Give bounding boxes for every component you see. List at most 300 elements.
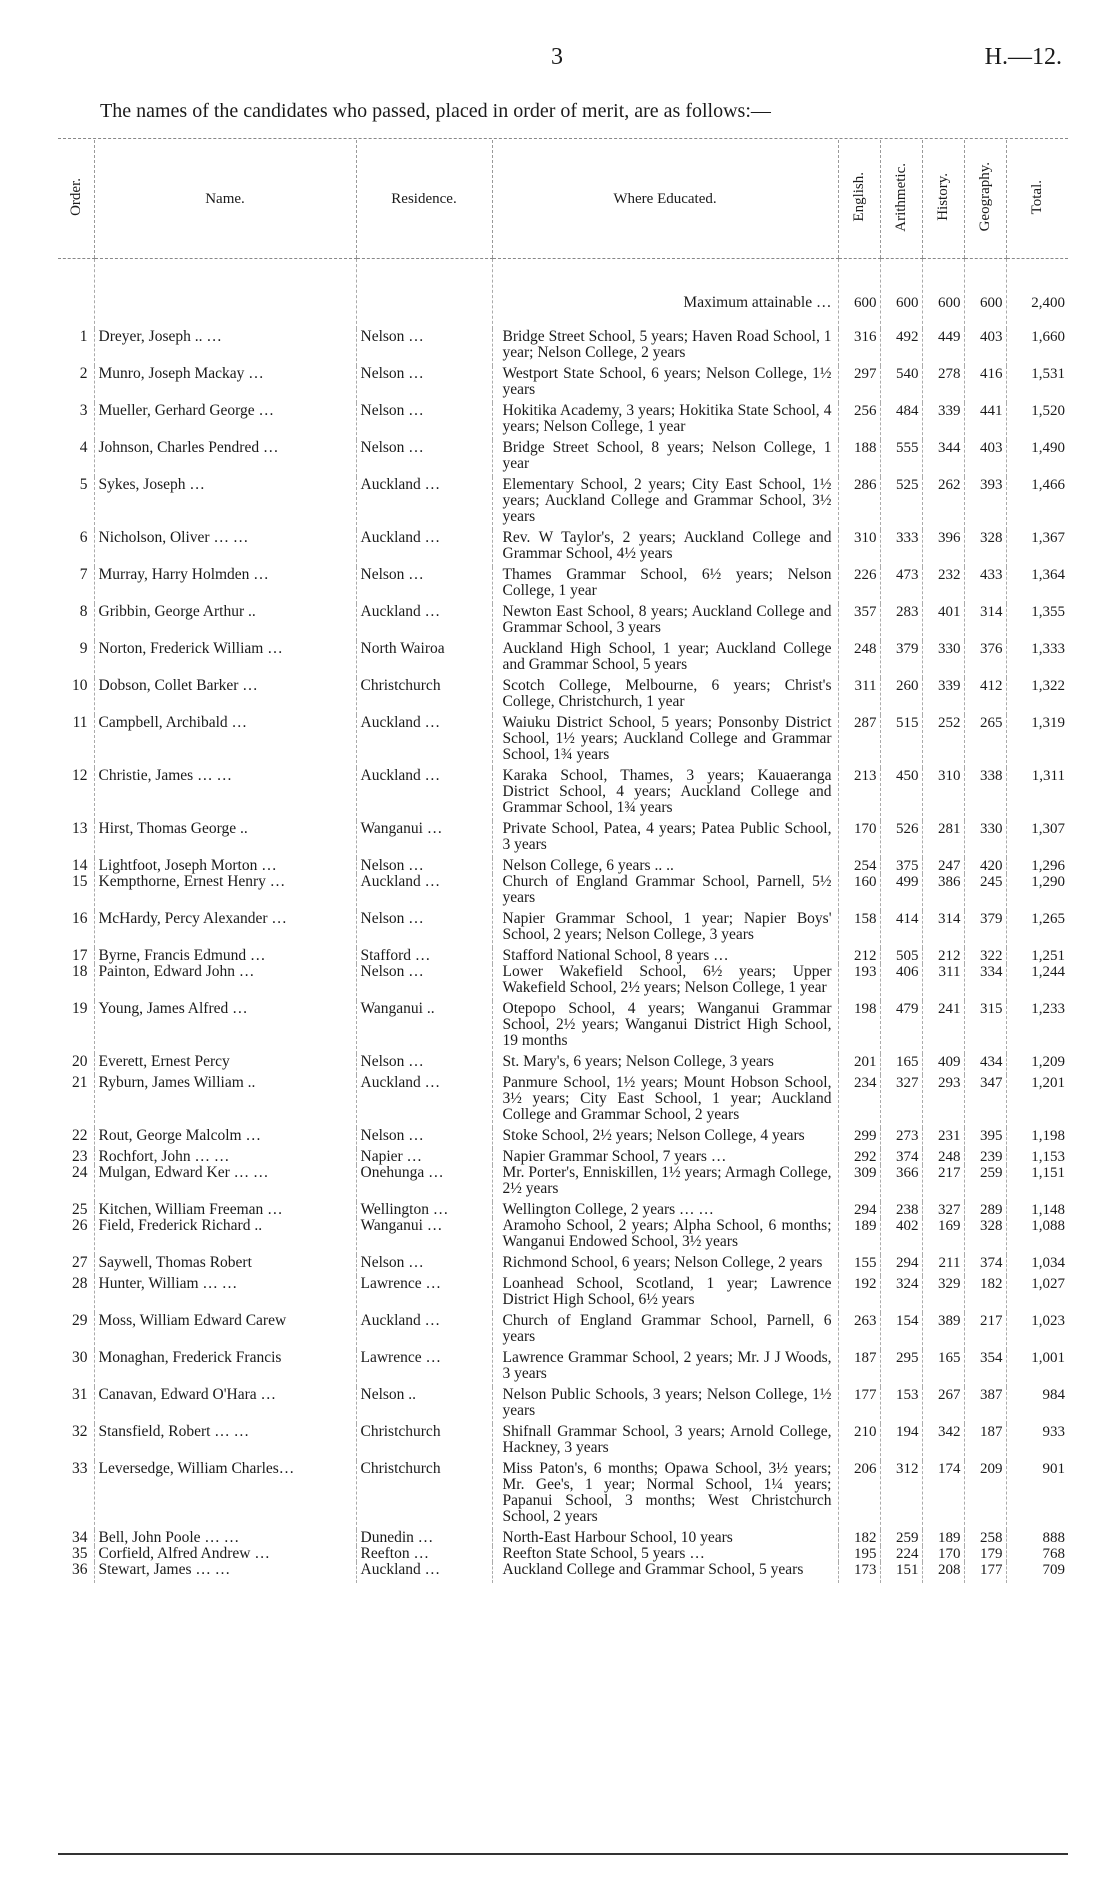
cell-residence: Christchurch [356,1461,492,1530]
cell-geography: 403 [964,329,1006,366]
cell-history: 389 [922,1313,964,1350]
cell-name: Mulgan, Edward Ker … … [94,1165,356,1202]
cell-residence: Christchurch [356,678,492,715]
cell-arithmetic: 450 [880,768,922,821]
cell-arithmetic: 379 [880,641,922,678]
cell-geography: 315 [964,1001,1006,1054]
cell-residence: Auckland … [356,1313,492,1350]
cell-residence: Wanganui .. [356,1001,492,1054]
cell-history: 248 [922,1149,964,1165]
cell-arithmetic: 324 [880,1276,922,1313]
cell-geography: 434 [964,1054,1006,1075]
table-row [58,329,1068,366]
cell-geography: 265 [964,715,1006,768]
cell-name: Corfield, Alfred Andrew … [94,1546,356,1562]
cell-educated: Lower Wakefield School, 6½ years; Upper Wakefield School, 2½ years; Nelson College, 1 year [492,964,838,1001]
cell-arithmetic: 479 [880,1001,922,1054]
cell-name: Kitchen, William Freeman … [94,1202,356,1218]
cell-geography: 322 [964,948,1006,964]
cell-educated: Lawrence Grammar School, 2 years; Mr. J J Woods, 3 years [492,1350,838,1387]
cell-name: Hirst, Thomas George .. [94,821,356,858]
cell-order: 34 [72,1529,88,1546]
cell-order: 2 [79,365,88,382]
header-english: English. [838,140,880,259]
cell-order: 4 [79,439,88,456]
cell-total: 1,531 [1006,366,1068,403]
cell-total: 984 [1006,1387,1068,1424]
cell-residence: Nelson … [356,366,492,403]
cell-english: 187 [838,1350,880,1387]
cell-name: Ryburn, James William .. [94,1075,356,1128]
cell-name: Young, James Alfred … [94,1001,356,1054]
cell-total: 1,333 [1006,641,1068,678]
cell-history: 189 [922,1530,964,1546]
cell-geography: 209 [964,1461,1006,1530]
cell-residence: Auckland … [356,604,492,641]
cell-residence: Lawrence … [356,1276,492,1313]
cell-geography: 259 [964,1165,1006,1202]
table-row [58,911,1068,948]
cell-arithmetic: 333 [880,530,922,567]
cell-geography: 330 [964,821,1006,858]
cell-residence: Wanganui … [356,1218,492,1255]
cell-name: Monaghan, Frederick Francis [94,1350,356,1387]
cell-arithmetic: 374 [880,1149,922,1165]
cell-total: 1,466 [1006,477,1068,530]
cell-english: 189 [838,1218,880,1255]
cell-history: 278 [922,366,964,403]
cell-educated: Stoke School, 2½ years; Nelson College, 4 years [492,1128,838,1149]
cell-total: 1,151 [1006,1165,1068,1202]
cell-order: 15 [72,873,88,890]
cell-english: 213 [838,768,880,821]
header-row [58,140,1068,259]
cell-educated: Rev. W Taylor's, 2 years; Auckland College and Grammar School, 4½ years [492,530,838,567]
cell-educated: Thames Grammar School, 6½ years; Nelson College, 1 year [492,567,838,604]
cell-educated: Elementary School, 2 years; City East School, 1½ years; Auckland College and Grammar School, 3½ years [492,477,838,530]
cell-geography: 187 [964,1424,1006,1461]
table-row [58,1530,1068,1546]
cell-arithmetic: 492 [880,329,922,366]
table-row [58,948,1068,964]
cell-arithmetic: 375 [880,858,922,874]
cell-english: 292 [838,1149,880,1165]
cell-history: 281 [922,821,964,858]
cell-name: Byrne, Francis Edmund … [94,948,356,964]
cell-residence: Auckland … [356,715,492,768]
cell-history: 262 [922,477,964,530]
cell-name: Sykes, Joseph … [94,477,356,530]
table-row [58,530,1068,567]
cell-educated: Auckland High School, 1 year; Auckland College and Grammar School, 5 years [492,641,838,678]
table-row [58,1149,1068,1165]
cell-total: 1,364 [1006,567,1068,604]
cell-arithmetic: 540 [880,366,922,403]
cell-total: 1,355 [1006,604,1068,641]
cell-geography: 376 [964,641,1006,678]
cell-history: 386 [922,874,964,911]
maximum-history: 600 [922,259,964,330]
cell-geography: 441 [964,403,1006,440]
cell-residence: Nelson … [356,964,492,1001]
cell-history: 339 [922,678,964,715]
cell-educated: Westport State School, 6 years; Nelson College, 1½ years [492,366,838,403]
cell-arithmetic: 238 [880,1202,922,1218]
cell-arithmetic: 283 [880,604,922,641]
cell-total: 1,148 [1006,1202,1068,1218]
cell-order: 19 [72,1000,88,1017]
cell-total: 1,153 [1006,1149,1068,1165]
cell-order: 26 [72,1217,88,1234]
cell-order: 27 [72,1254,88,1271]
cell-english: 193 [838,964,880,1001]
cell-history: 247 [922,858,964,874]
cell-educated: Nelson College, 6 years .. .. [492,858,838,874]
table-row [58,874,1068,911]
table-row [58,604,1068,641]
cell-order: 16 [72,910,88,927]
table-row [58,403,1068,440]
cell-english: 201 [838,1054,880,1075]
cell-residence: Stafford … [356,948,492,964]
cell-english: 158 [838,911,880,948]
cell-residence: Auckland … [356,874,492,911]
cell-residence: Auckland … [356,768,492,821]
cell-educated: St. Mary's, 6 years; Nelson College, 3 years [492,1054,838,1075]
cell-geography: 379 [964,911,1006,948]
cell-arithmetic: 505 [880,948,922,964]
cell-educated: Loanhead School, Scotland, 1 year; Lawrence District High School, 6½ years [492,1276,838,1313]
cell-total: 1,319 [1006,715,1068,768]
cell-arithmetic: 499 [880,874,922,911]
table-row [58,715,1068,768]
cell-history: 314 [922,911,964,948]
table-row [58,964,1068,1001]
cell-total: 1,490 [1006,440,1068,477]
table-row [58,1313,1068,1350]
cell-english: 256 [838,403,880,440]
table-row [58,366,1068,403]
cell-history: 252 [922,715,964,768]
cell-arithmetic: 153 [880,1387,922,1424]
cell-residence: Nelson … [356,1128,492,1149]
cell-total: 1,201 [1006,1075,1068,1128]
cell-order: 6 [79,529,88,546]
cell-geography: 387 [964,1387,1006,1424]
maximum-row [58,259,1068,330]
cell-order: 31 [72,1386,88,1403]
cell-educated: Napier Grammar School, 7 years … [492,1149,838,1165]
cell-name: Christie, James … … [94,768,356,821]
cell-geography: 412 [964,678,1006,715]
cell-educated: Scotch College, Melbourne, 6 years; Christ's College, Christchurch, 1 year [492,678,838,715]
cell-residence: Nelson … [356,567,492,604]
cell-residence: Dunedin … [356,1530,492,1546]
cell-total: 1,322 [1006,678,1068,715]
cell-name: Canavan, Edward O'Hara … [94,1387,356,1424]
table-row [58,1218,1068,1255]
cell-educated: Napier Grammar School, 1 year; Napier Boys' School, 2 years; Nelson College, 3 years [492,911,838,948]
cell-residence: Reefton … [356,1546,492,1562]
cell-geography: 433 [964,567,1006,604]
cell-residence: Auckland … [356,1562,492,1583]
cell-total: 1,307 [1006,821,1068,858]
cell-total: 1,088 [1006,1218,1068,1255]
header-name: Name. [94,140,356,259]
cell-educated: Stafford National School, 8 years … [492,948,838,964]
cell-english: 287 [838,715,880,768]
table-row [58,1562,1068,1583]
cell-history: 212 [922,948,964,964]
cell-residence: Nelson .. [356,1387,492,1424]
cell-residence: Auckland … [356,477,492,530]
cell-order: 7 [79,566,88,583]
cell-total: 1,660 [1006,329,1068,366]
maximum-english: 600 [838,259,880,330]
cell-total: 709 [1006,1562,1068,1583]
cell-geography: 217 [964,1313,1006,1350]
header-total: Total. [1006,140,1068,259]
cell-name: Bell, John Poole … … [94,1530,356,1546]
maximum-geography: 600 [964,259,1006,330]
maximum-label: Maximum attainable … [492,259,838,330]
cell-educated: Waiuku District School, 5 years; Ponsonby District School, 1½ years; Auckland College and Grammar School, 1¾ years [492,715,838,768]
cell-order: 5 [79,476,88,493]
cell-educated: Karaka School, Thames, 3 years; Kauaeranga District School, 4 years; Auckland College and Grammar School, 1¾ years [492,768,838,821]
cell-order: 17 [72,947,88,964]
cell-arithmetic: 327 [880,1075,922,1128]
bottom-rule [58,1853,1068,1855]
cell-english: 198 [838,1001,880,1054]
cell-geography: 354 [964,1350,1006,1387]
cell-geography: 334 [964,964,1006,1001]
table-row [58,1350,1068,1387]
cell-arithmetic: 154 [880,1313,922,1350]
cell-total: 1,001 [1006,1350,1068,1387]
cell-english: 206 [838,1461,880,1530]
table-row [58,858,1068,874]
cell-order: 36 [72,1561,88,1578]
cell-english: 263 [838,1313,880,1350]
cell-history: 170 [922,1546,964,1562]
table-row [58,1202,1068,1218]
cell-total: 1,265 [1006,911,1068,948]
cell-order: 22 [72,1127,88,1144]
table-row [58,678,1068,715]
cell-english: 192 [838,1276,880,1313]
header-geography: Geography. [964,140,1006,259]
cell-english: 357 [838,604,880,641]
cell-geography: 328 [964,530,1006,567]
table-row [58,1255,1068,1276]
cell-name: Moss, William Edward Carew [94,1313,356,1350]
cell-total: 1,198 [1006,1128,1068,1149]
cell-order: 30 [72,1349,88,1366]
cell-total: 1,034 [1006,1255,1068,1276]
page-number: 3 [551,44,563,70]
cell-arithmetic: 484 [880,403,922,440]
cell-history: 211 [922,1255,964,1276]
cell-residence: Auckland … [356,1075,492,1128]
cell-name: Campbell, Archibald … [94,715,356,768]
cell-arithmetic: 259 [880,1530,922,1546]
cell-english: 248 [838,641,880,678]
cell-english: 182 [838,1530,880,1546]
cell-residence: Christchurch [356,1424,492,1461]
cell-name: Dobson, Collet Barker … [94,678,356,715]
cell-arithmetic: 194 [880,1424,922,1461]
cell-total: 1,027 [1006,1276,1068,1313]
cell-name: Gribbin, George Arthur .. [94,604,356,641]
cell-educated: North-East Harbour School, 10 years [492,1530,838,1546]
cell-residence: Wanganui … [356,821,492,858]
cell-arithmetic: 151 [880,1562,922,1583]
results-table [58,140,1068,1583]
cell-english: 286 [838,477,880,530]
cell-total: 888 [1006,1530,1068,1546]
cell-order: 29 [72,1312,88,1329]
header-history: History. [922,140,964,259]
cell-name: Rochfort, John … … [94,1149,356,1165]
cell-educated: Bridge Street School, 5 years; Haven Road School, 1 year; Nelson College, 2 years [492,329,838,366]
cell-english: 254 [838,858,880,874]
cell-english: 160 [838,874,880,911]
cell-arithmetic: 525 [880,477,922,530]
cell-order: 35 [72,1545,88,1562]
cell-history: 208 [922,1562,964,1583]
cell-name: Norton, Frederick William … [94,641,356,678]
cell-total: 1,233 [1006,1001,1068,1054]
cell-english: 294 [838,1202,880,1218]
cell-arithmetic: 414 [880,911,922,948]
cell-history: 339 [922,403,964,440]
cell-name: Murray, Harry Holmden … [94,567,356,604]
cell-order: 12 [72,767,88,784]
cell-english: 170 [838,821,880,858]
cell-name: Dreyer, Joseph .. … [94,329,356,366]
cell-educated: Church of England Grammar School, Parnell, 6 years [492,1313,838,1350]
cell-order: 18 [72,963,88,980]
cell-english: 212 [838,948,880,964]
cell-geography: 289 [964,1202,1006,1218]
cell-educated: Aramoho School, 2 years; Alpha School, 6 months; Wanganui Endowed School, 3½ years [492,1218,838,1255]
cell-history: 310 [922,768,964,821]
cell-total: 768 [1006,1546,1068,1562]
cell-history: 342 [922,1424,964,1461]
cell-geography: 177 [964,1562,1006,1583]
table-row [58,1128,1068,1149]
cell-history: 409 [922,1054,964,1075]
table-row [58,1387,1068,1424]
cell-arithmetic: 224 [880,1546,922,1562]
cell-educated: Otepopo School, 4 years; Wanganui Grammar School, 2½ years; Wanganui District High School, 19 months [492,1001,838,1054]
cell-name: Lightfoot, Joseph Morton … [94,858,356,874]
header-order: Order. [58,140,94,259]
cell-geography: 239 [964,1149,1006,1165]
table-row [58,768,1068,821]
table-row [58,641,1068,678]
cell-order: 24 [72,1164,88,1181]
cell-order: 25 [72,1201,88,1218]
table-row [58,1165,1068,1202]
cell-educated: Newton East School, 8 years; Auckland College and Grammar School, 3 years [492,604,838,641]
cell-arithmetic: 402 [880,1218,922,1255]
cell-history: 344 [922,440,964,477]
header-residence: Residence. [356,140,492,259]
cell-residence: Nelson … [356,858,492,874]
cell-arithmetic: 260 [880,678,922,715]
cell-educated: Hokitika Academy, 3 years; Hokitika State School, 4 years; Nelson College, 1 year [492,403,838,440]
cell-arithmetic: 406 [880,964,922,1001]
cell-english: 309 [838,1165,880,1202]
cell-geography: 328 [964,1218,1006,1255]
cell-total: 1,296 [1006,858,1068,874]
table-row [58,1546,1068,1562]
cell-order: 20 [72,1053,88,1070]
cell-geography: 245 [964,874,1006,911]
cell-total: 1,251 [1006,948,1068,964]
cell-order: 1 [79,328,88,345]
cell-history: 293 [922,1075,964,1128]
cell-residence: North Wairoa [356,641,492,678]
cell-total: 1,209 [1006,1054,1068,1075]
cell-arithmetic: 273 [880,1128,922,1149]
table-row [58,1424,1068,1461]
cell-name: Rout, George Malcolm … [94,1128,356,1149]
cell-order: 14 [72,857,88,874]
cell-name: Hunter, William … … [94,1276,356,1313]
cell-history: 267 [922,1387,964,1424]
cell-geography: 258 [964,1530,1006,1546]
cell-educated: Private School, Patea, 4 years; Patea Public School, 3 years [492,821,838,858]
cell-arithmetic: 515 [880,715,922,768]
cell-order: 10 [72,677,88,694]
cell-educated: Shifnall Grammar School, 3 years; Arnold College, Hackney, 3 years [492,1424,838,1461]
cell-name: Stewart, James … … [94,1562,356,1583]
cell-geography: 393 [964,477,1006,530]
cell-order: 21 [72,1074,88,1091]
cell-english: 234 [838,1075,880,1128]
cell-educated: Church of England Grammar School, Parnell, 5½ years [492,874,838,911]
cell-name: Nicholson, Oliver … … [94,530,356,567]
cell-name: Stansfield, Robert … … [94,1424,356,1461]
cell-residence: Nelson … [356,329,492,366]
cell-english: 173 [838,1562,880,1583]
table-row [58,1276,1068,1313]
cell-educated: Wellington College, 2 years … … [492,1202,838,1218]
cell-total: 901 [1006,1461,1068,1530]
cell-geography: 416 [964,366,1006,403]
cell-geography: 179 [964,1546,1006,1562]
cell-residence: Wellington … [356,1202,492,1218]
cell-history: 217 [922,1165,964,1202]
cell-history: 241 [922,1001,964,1054]
cell-educated: Panmure School, 1½ years; Mount Hobson School, 3½ years; City East School, 1 year; Auckland College and Grammar School, 2 years [492,1075,838,1128]
cell-order: 11 [72,714,88,731]
cell-total: 1,023 [1006,1313,1068,1350]
cell-arithmetic: 294 [880,1255,922,1276]
intro-text: The names of the candidates who passed, placed in order of merit, are as follows:— [100,100,771,122]
cell-geography: 347 [964,1075,1006,1128]
cell-name: Everett, Ernest Percy [94,1054,356,1075]
cell-total: 1,520 [1006,403,1068,440]
cell-history: 327 [922,1202,964,1218]
cell-educated: Bridge Street School, 8 years; Nelson College, 1 year [492,440,838,477]
cell-name: Munro, Joseph Mackay … [94,366,356,403]
cell-educated: Miss Paton's, 6 months; Opawa School, 3½ years; Mr. Gee's, 1 year; Normal School, 1¼ years; Papanui School, 3 months; West Christchurch School, 2 years [492,1461,838,1530]
cell-history: 330 [922,641,964,678]
cell-name: Kempthorne, Ernest Henry … [94,874,356,911]
